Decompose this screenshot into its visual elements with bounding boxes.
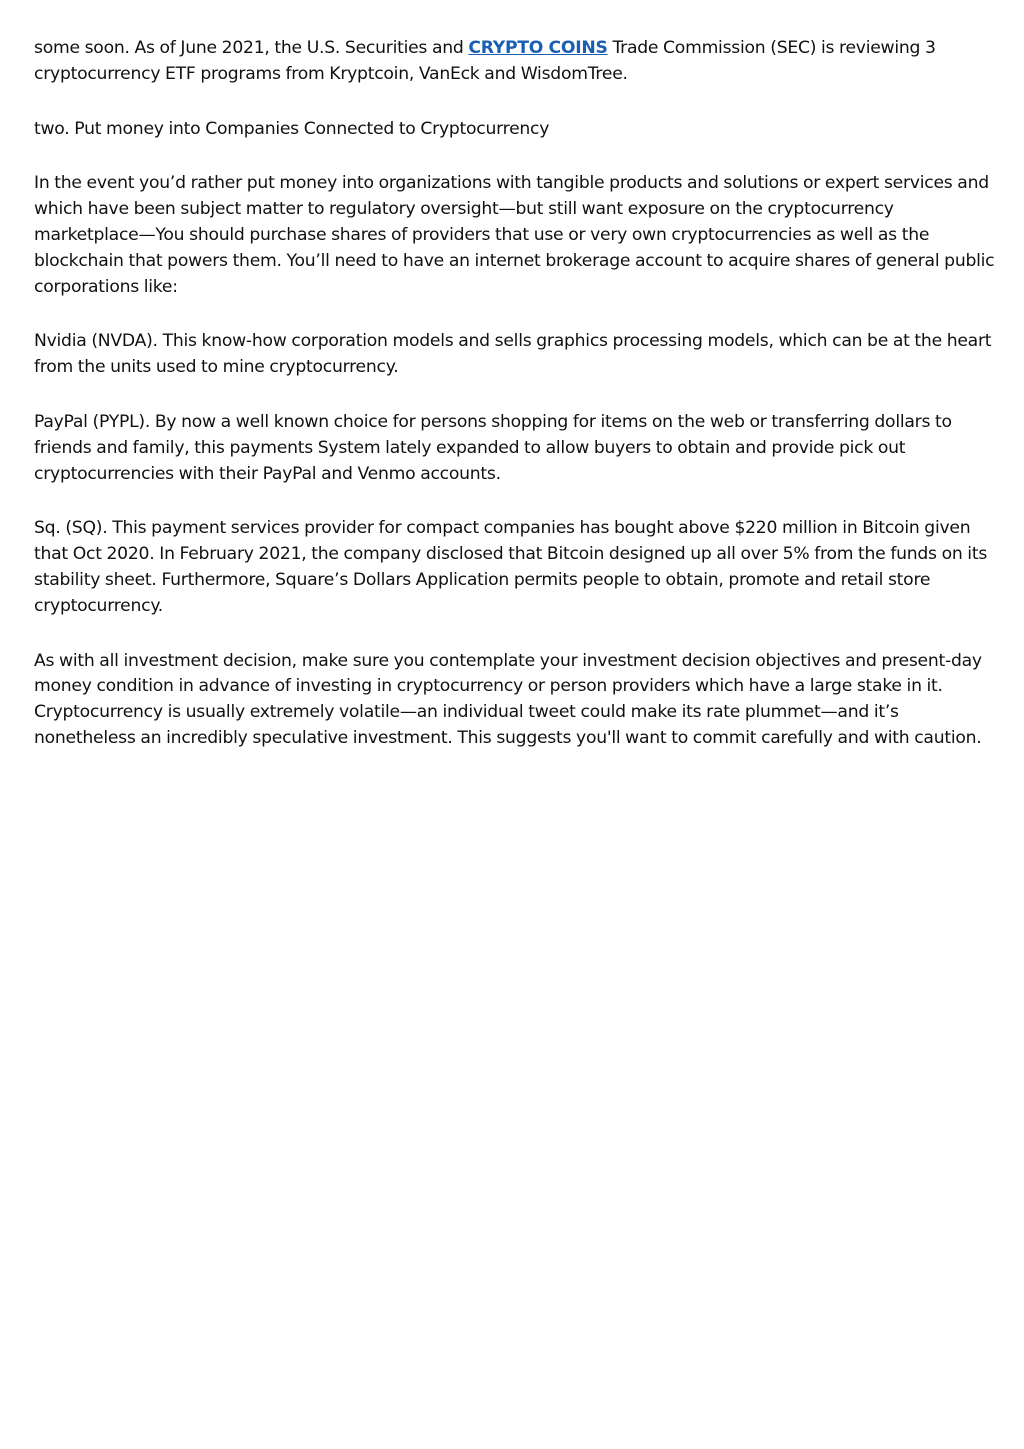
paragraph-text-after-link: Trade Commission (SEC) is reviewing 3 cryptocurrency ETF programs from Kryptcoin, VanEck and WisdomTree. [34,38,936,84]
paragraph-caution: As with all investment decision, make sure you contemplate your investment decision objectives and present-day money condition in advance of investing in cryptocurrency or person providers which have a large stake in it. Cryptocurrency is usually extremely volatile—an individual tweet could make its rate plummet—and it’s nonetheless an incredibly speculative investment. This suggests you'll want to commit carefully and with caution. [34,650,982,748]
crypto-coins-link[interactable]: CRYPTO COINS [468,38,608,58]
section-heading-companies: two. Put money into Companies Connected to Cryptocurrency [34,118,550,139]
document-body [34,36,1000,781]
paragraph-nvidia: Nvidia (NVDA). This know-how corporation models and sells graphics processing models, which can be at the heart from the units used to mine cryptocurrency. [34,331,992,378]
paragraph-paypal: PayPal (PYPL). By now a well known choice for persons shopping for items on the web or transferring dollars to friends and family, this payments System lately expanded to allow buyers to obtain and provide pick out cryptocurrencies with their PayPal and Venmo accounts. [34,411,952,484]
paragraph-companies-intro: In the event you’d rather put money into organizations with tangible products and solutions or expert services and which have been subject matter to regulatory oversight—but still want exposure on the cryptocurrency marketplace—You should purchase shares of providers that use or very own cryptocurrencies as well as the blockchain that powers them. You’ll need to have an internet brokerage account to acquire shares of general public corporations like: [34,173,995,297]
paragraph-text-before-link: some soon. As of June 2021, the U.S. Securities and [34,38,469,58]
paragraph-etf-review [34,36,1000,88]
paragraph-square: Sq. (SQ). This payment services provider for compact companies has bought above $220 million in Bitcoin given that Oct 2020. In February 2021, the company disclosed that Bitcoin designed up all over 5% from the funds on its stability sheet. Furthermore, Square’s Dollars Application permits people to obtain, promote and retail store cryptocurrency. [34,518,988,616]
